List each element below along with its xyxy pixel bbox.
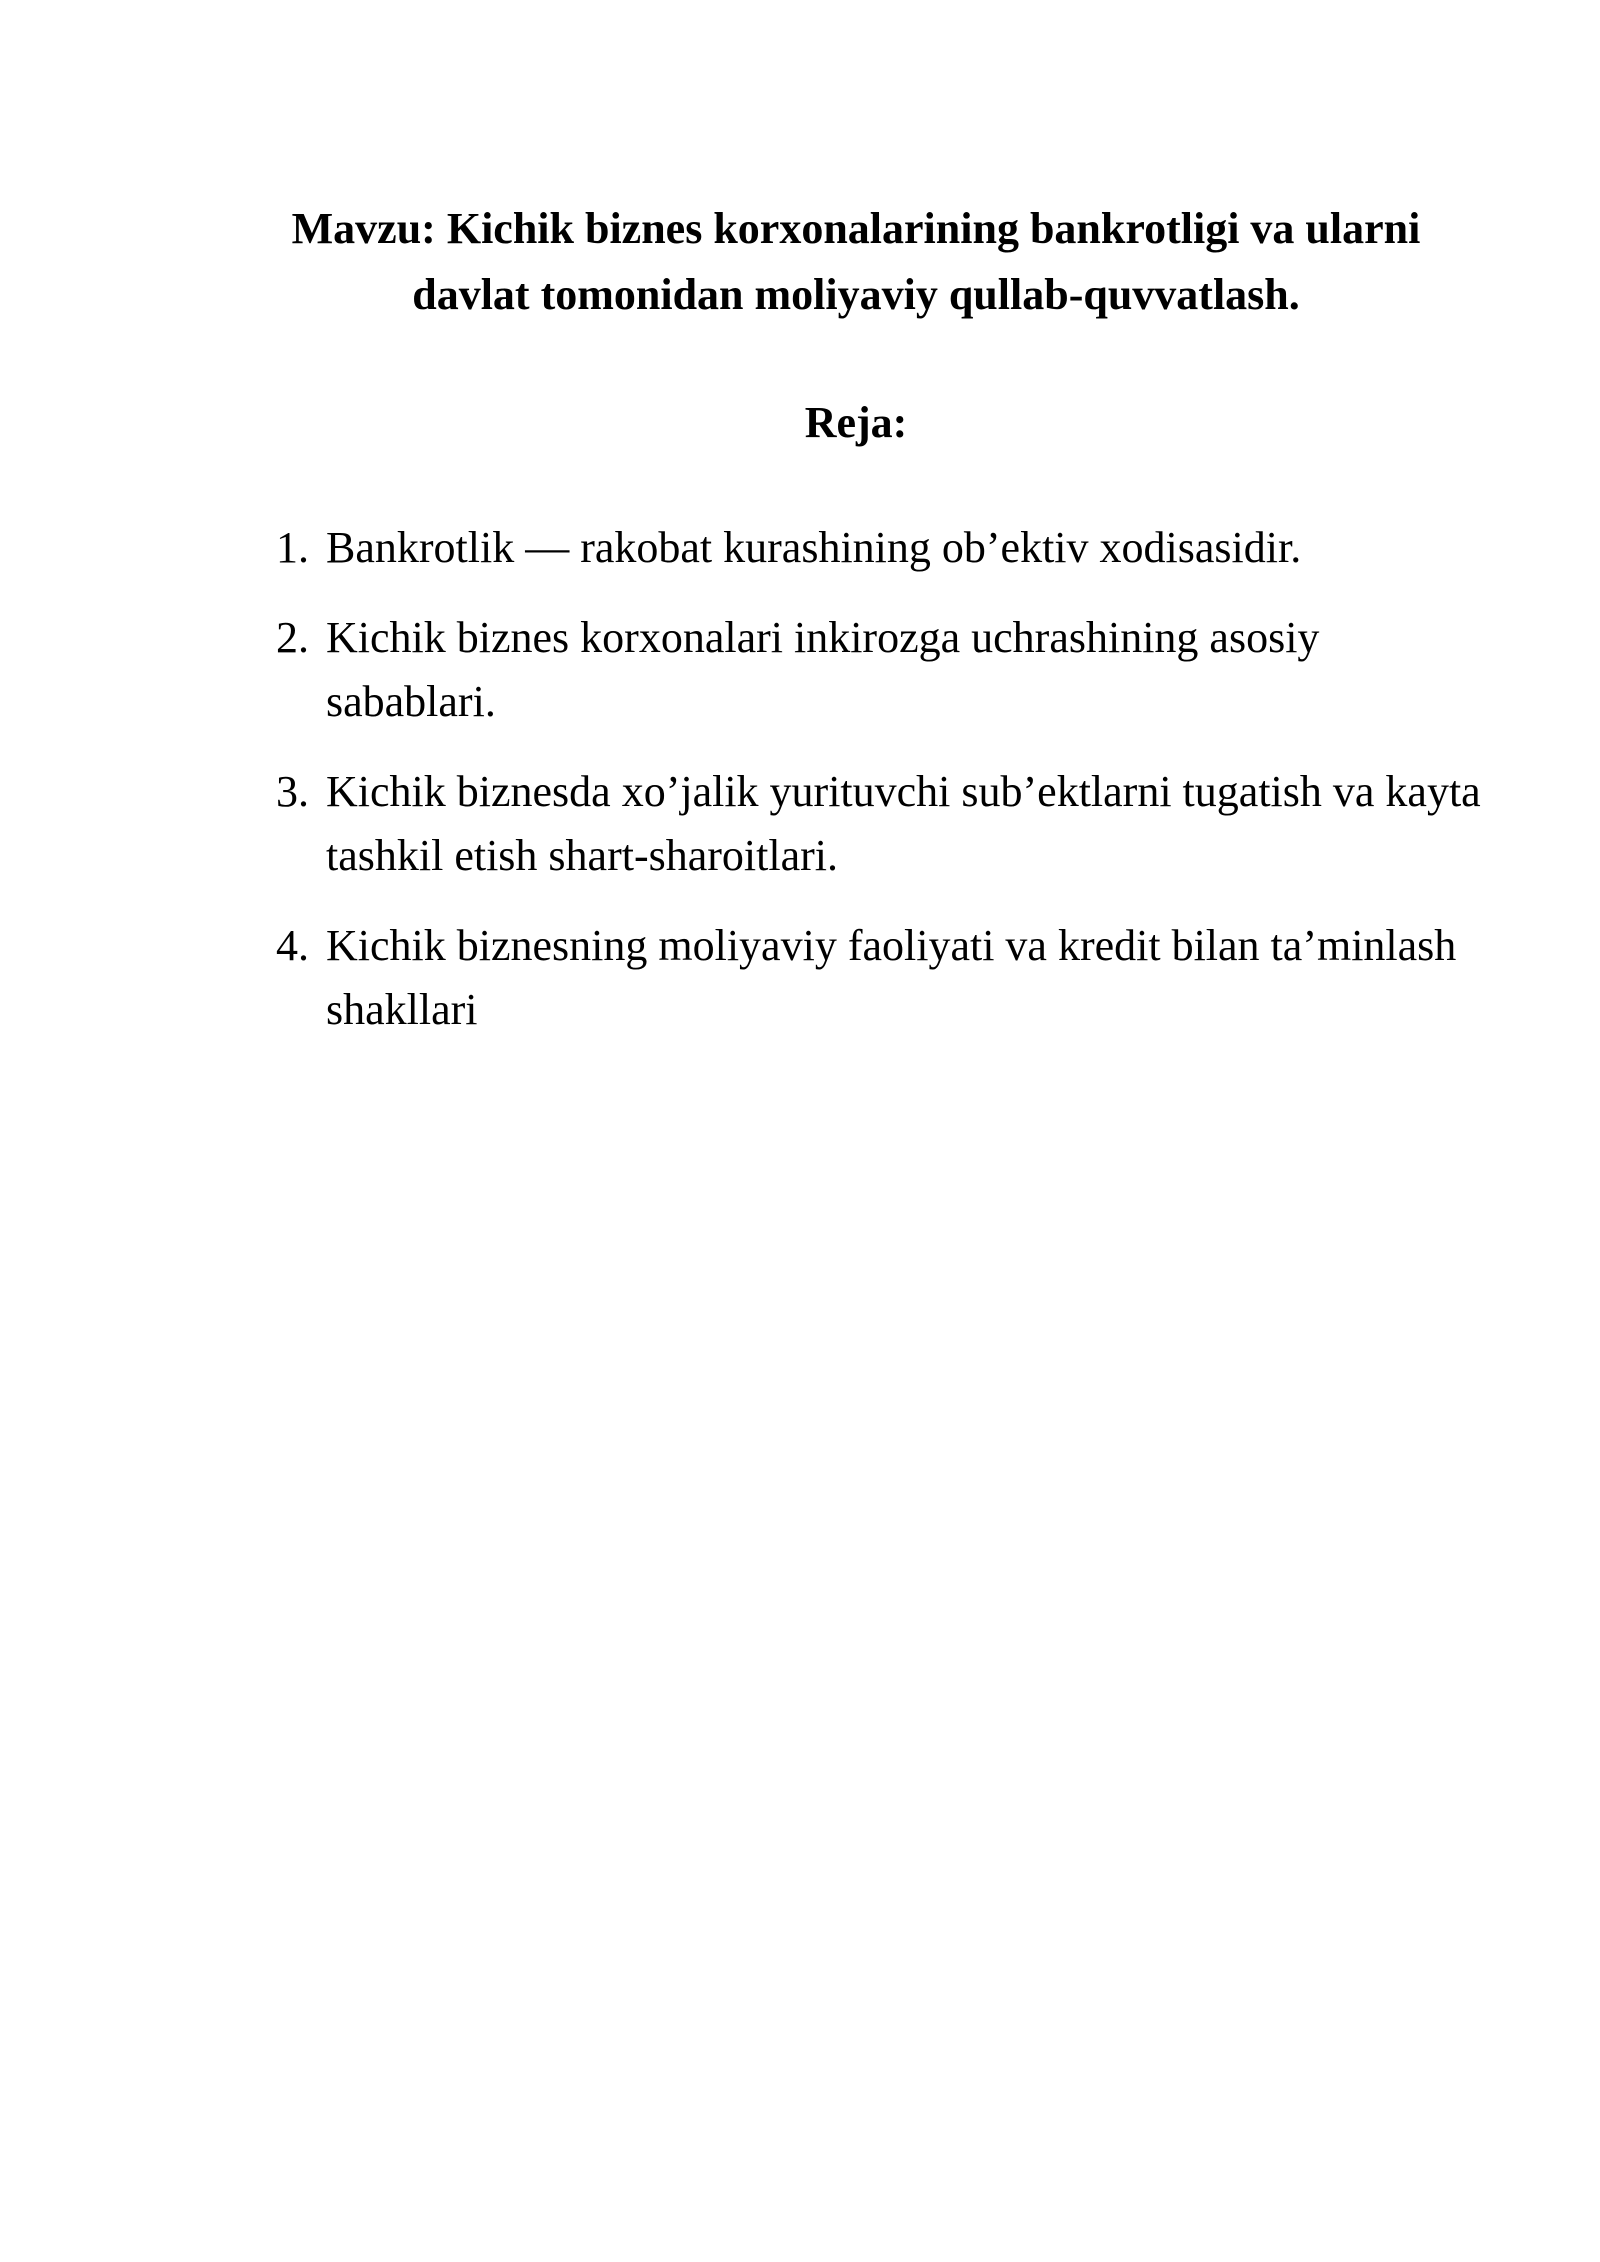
plan-item-number: 4. (276, 921, 309, 970)
plan-heading: Reja: (804, 398, 908, 447)
plan-item-number: 1. (276, 523, 309, 572)
plan-item-number: 2. (276, 613, 309, 662)
document-title: Mavzu: Kichik biznes korxonalarining bankrotligi va ularni davlat tomonidan moliyaviy qullab-quvvatlash. (291, 204, 1421, 319)
plan-item (272, 606, 1492, 734)
plan-item (272, 760, 1492, 888)
plan-list (272, 516, 1492, 1068)
plan-item-text: Kichik biznesda xo’jalik yurituvchi sub’ektlarni tugatish va kayta tashkil etish shart-sharoitlari. (326, 767, 1481, 880)
plan-item-number: 3. (276, 767, 309, 816)
plan-item-text: Bankrotlik — rakobat kurashining ob’ektiv xodisasidir. (326, 523, 1302, 572)
plan-item-text: Kichik biznes korxonalari inkirozga uchrashining asosiy sabablari. (326, 613, 1320, 726)
plan-item (272, 914, 1492, 1042)
plan-item (272, 516, 1492, 580)
plan-item-text: Kichik biznesning moliyaviy faoliyati va kredit bilan ta’minlash shakllari (326, 921, 1457, 1034)
